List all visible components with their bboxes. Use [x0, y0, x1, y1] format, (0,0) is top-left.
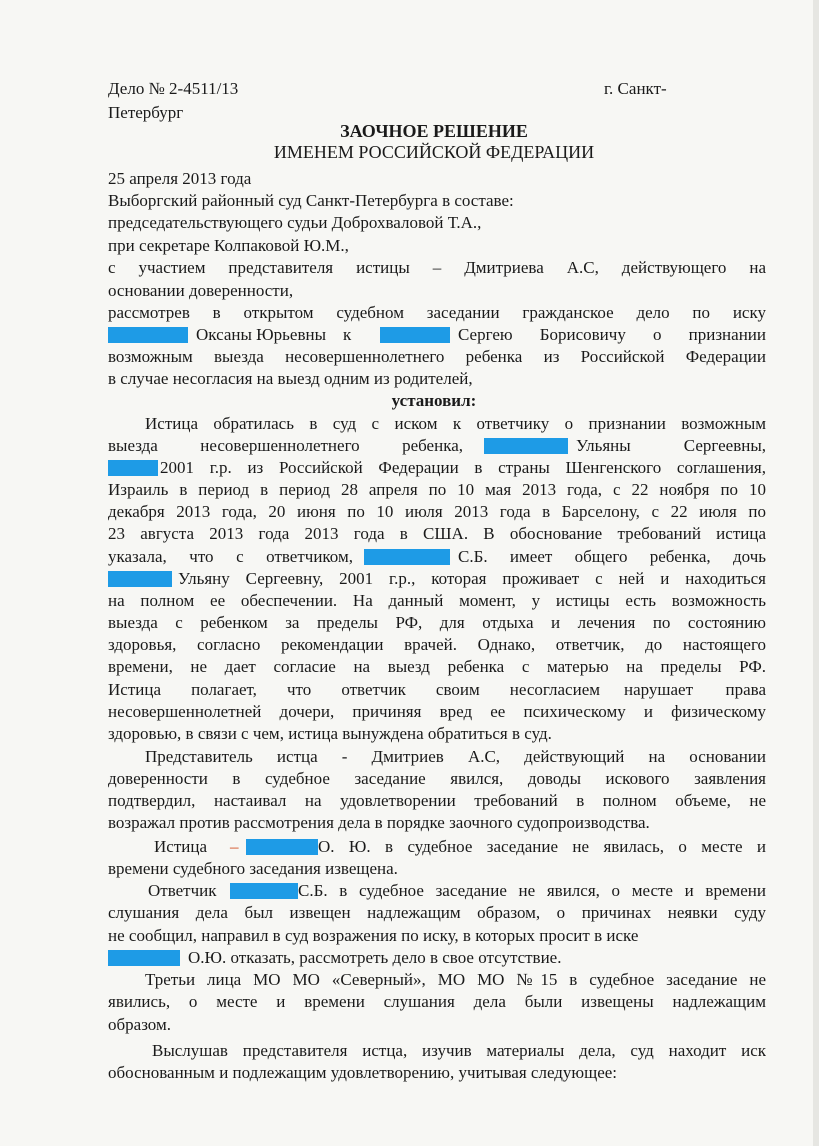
para1-line13-start: Истица полагает, что ответчик своим несогласием [108, 680, 600, 699]
case-number: Дело № 2-4511/13 [108, 79, 239, 98]
decision-subtitle: ИМЕНЕМ РОССИЙСКОЙ ФЕДЕРАЦИИ [273, 142, 595, 162]
case-line2-to: к [343, 325, 352, 344]
para1-line5: декабря 2013 года, 20 июня по 10 июля 2013 года в Барселону, с 22 июля по [108, 502, 766, 521]
para4-line4-text: О.Ю. отказать, рассмотреть дело в свое отсутствие. [188, 948, 562, 967]
case-line4: в случае несогласия на выезд одним из родителей, [108, 369, 473, 388]
redaction-box [230, 883, 298, 899]
para6-line2: обоснованным и подлежащим удовлетворению, учитывая следующее: [108, 1063, 618, 1082]
para1-line9: на полном ее обеспечении. На данный момент, у истицы есть возможность [108, 591, 766, 610]
para5-line1: Третьи лица МО МО «Северный», МО МО №15 в судебное заседание не [145, 970, 766, 989]
para2-line3: подтвердил, настаивал на удовлетворении требований в полном объеме, не [108, 791, 766, 810]
redaction-box [108, 950, 180, 966]
para1-line6: 23 августа 2013 года 2013 года в США. В обоснование требований истица [108, 524, 766, 543]
para1-line8-text: Ульяну Сергеевну, 2001 г.р., которая проживает с ней и находиться [178, 569, 766, 588]
presiding-judge: председательствующего судьи Доброхваловой Т.А., [108, 213, 482, 232]
case-line1: рассмотрев в открытом судебном заседании гражданское дело по иску [108, 303, 766, 322]
para1-line4: Израиль в период в период 28 апреля по 10 мая 2013 года, с 22 ноября по 10 [108, 480, 766, 499]
para1-line12: времени, не дает согласие на выезд ребенка с матерью на пределы РФ. [108, 657, 766, 676]
redaction-box [484, 438, 568, 454]
para6-line1: Выслушав представителя истца, изучив материалы дела, суд находит иск [152, 1041, 766, 1060]
representative-line1: с участием представителя истицы – Дмитриева А.С, действующего на [108, 258, 766, 277]
para4-line2: слушания дела был извещен надлежащим образом, о причинах неявки суду [108, 903, 766, 922]
para1-line7-end: С.Б. имеет общего ребенка, дочь [458, 547, 766, 566]
para1-line7-start: указала, что с ответчиком, [108, 547, 353, 566]
redaction-box [108, 460, 158, 476]
court-secretary: при секретаре Колпаковой Ю.М., [108, 236, 349, 255]
established-heading: установил: [391, 391, 477, 410]
para5-line2: явились, о месте и времени слушания дела были извещены надлежащим [108, 992, 766, 1011]
scan-edge-shadow [813, 0, 819, 1146]
para2-line4: возражал против рассмотрения дела в порядке заочного судопроизводства. [108, 813, 650, 832]
para2-line1: Представитель истца - Дмитриев А.С, действующий на основании [145, 747, 766, 766]
para1-line2-start: выезда несовершеннолетнего ребенка, [108, 436, 463, 455]
para1-line10: выезда с ребенком за пределы РФ, для отдыха и лечения по состоянию [108, 613, 766, 632]
para3-line1-end: О. Ю. в судебное заседание не явилась, о месте и [318, 837, 766, 856]
decision-title: ЗАОЧНОЕ РЕШЕНИЕ [340, 121, 528, 141]
city-line1: г. Санкт- [604, 79, 667, 98]
redaction-box [246, 839, 318, 855]
para4-defendant: Ответчик [148, 881, 217, 900]
para2-line2: доверенности в судебное заседание явился, доводы искового заявления [108, 769, 766, 788]
case-line3: возможным выезда несовершеннолетнего ребенка из Российской Федерации [108, 347, 766, 366]
redaction-box [380, 327, 450, 343]
plaintiff-name: Оксаны Юрьевны [196, 325, 326, 344]
para1-line13-end: нарушает права [624, 680, 766, 699]
representative-line2: основании доверенности, [108, 281, 294, 300]
para4-line3: не сообщил, направил в суд возражения по иску, в которых просит в иске [108, 926, 639, 945]
child-name: Ульяны Сергеевны, [576, 436, 766, 455]
para1-line1: Истица обратилась в суд с иском к ответчику о признании возможным [145, 414, 766, 433]
city-line2: Петербург [108, 103, 184, 122]
para5-line3: образом. [108, 1015, 171, 1034]
redaction-box [108, 571, 172, 587]
para3-line2: времени судебного заседания извещена. [108, 859, 398, 878]
para1-line14: несовершеннолетней дочери, причиняя вред ее психическому и физическому [108, 702, 766, 721]
court-composition: Выборгский районный суд Санкт-Петербурга в составе: [108, 191, 514, 210]
para4-line1-end: С.Б. в судебное заседание не явился, о месте и времени [298, 881, 766, 900]
defendant-name: Сергею Борисовичу о признании [458, 325, 766, 344]
para3-dash: – [230, 837, 239, 856]
para1-line11: здоровья, согласно рекомендации врачей. Однако, ответчик, до настоящего [108, 635, 766, 654]
redaction-box [108, 327, 188, 343]
decision-date: 25 апреля 2013 года [108, 169, 252, 188]
redaction-box [364, 549, 450, 565]
para1-line15: здоровью, в связи с чем, истица вынуждена обратиться в суд. [108, 724, 552, 743]
para1-line3-text: 2001 г.р. из Российской Федерации в страны Шенгенского соглашения, [160, 458, 766, 477]
para3-plaintiff: Истица [154, 837, 207, 856]
